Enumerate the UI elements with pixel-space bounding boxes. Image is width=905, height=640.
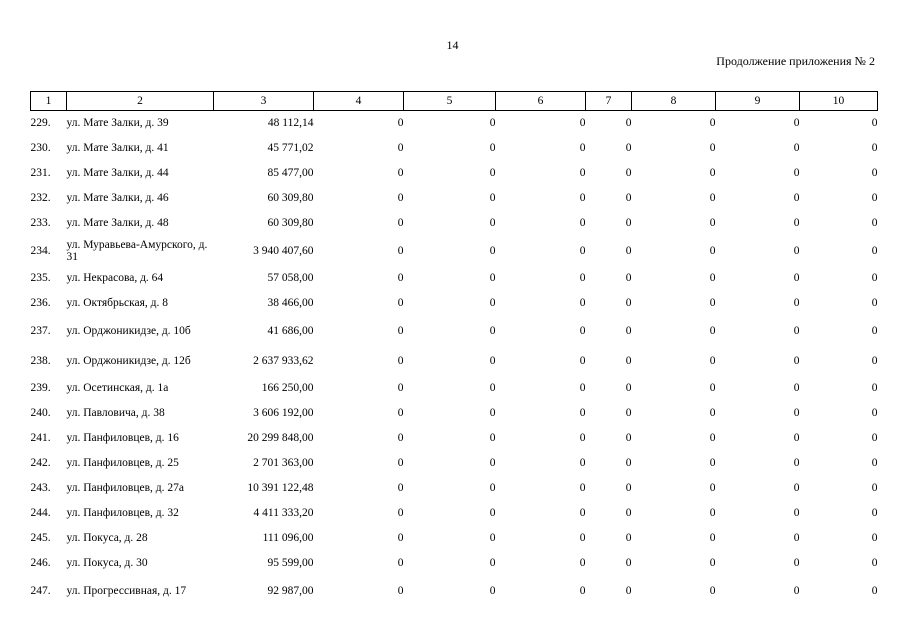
table-row bbox=[31, 551, 878, 576]
address-cell: ул. Осетинская, д. 1а bbox=[66, 382, 169, 394]
table-row bbox=[31, 211, 878, 236]
value-cell-col8: 0 bbox=[709, 507, 716, 519]
value-cell-col9: 0 bbox=[793, 117, 800, 130]
address-cell: ул. Мате Залки, д. 39 bbox=[66, 117, 169, 130]
page-number: 14 bbox=[446, 38, 459, 52]
amount-cell: 2 637 933,62 bbox=[253, 354, 314, 367]
value-cell-col8: 0 bbox=[709, 217, 716, 229]
value-cell-col10: 0 bbox=[871, 457, 878, 469]
amount-cell: 166 250,00 bbox=[261, 382, 314, 394]
column-header: 8 bbox=[632, 92, 716, 111]
address-cell: ул. Орджоникидзе, д. 12б bbox=[66, 354, 191, 367]
address-cell: ул. Панфиловцев, д. 25 bbox=[66, 457, 179, 469]
value-cell-col4: 0 bbox=[397, 272, 404, 284]
row-number: 245. bbox=[30, 532, 51, 544]
value-cell-col6: 0 bbox=[579, 244, 586, 257]
amount-cell: 111 096,00 bbox=[262, 532, 314, 544]
value-cell-col10: 0 bbox=[871, 117, 878, 130]
value-cell-col5: 0 bbox=[489, 192, 496, 204]
value-cell-col4: 0 bbox=[397, 432, 404, 444]
value-cell-col4: 0 bbox=[397, 192, 404, 204]
value-cell-col4: 0 bbox=[397, 382, 404, 394]
value-cell-col10: 0 bbox=[871, 297, 878, 309]
value-cell-col7: 0 bbox=[625, 272, 632, 284]
address-cell: ул. Муравьева-Амурского, д. 31 bbox=[66, 238, 208, 263]
value-cell-col8: 0 bbox=[709, 382, 716, 394]
value-cell-col5: 0 bbox=[489, 244, 496, 257]
row-number: 240. bbox=[30, 407, 51, 419]
value-cell-col7: 0 bbox=[625, 507, 632, 519]
value-cell-col7: 0 bbox=[625, 297, 632, 309]
value-cell-col5: 0 bbox=[489, 584, 496, 597]
value-cell-col5: 0 bbox=[489, 217, 496, 229]
value-cell-col6: 0 bbox=[579, 482, 586, 494]
value-cell-col8: 0 bbox=[709, 557, 716, 569]
address-cell: ул. Октябрьская, д. 8 bbox=[66, 297, 168, 309]
amount-cell: 41 686,00 bbox=[267, 324, 314, 337]
value-cell-col9: 0 bbox=[793, 217, 800, 229]
amount-cell: 85 477,00 bbox=[267, 167, 314, 179]
value-cell-col7: 0 bbox=[625, 192, 632, 204]
value-cell-col6: 0 bbox=[579, 432, 586, 444]
table-row bbox=[31, 111, 878, 136]
value-cell-col9: 0 bbox=[793, 584, 800, 597]
value-cell-col8: 0 bbox=[709, 167, 716, 179]
value-cell-col6: 0 bbox=[579, 217, 586, 229]
value-cell-col5: 0 bbox=[489, 432, 496, 444]
table-row bbox=[31, 376, 878, 401]
address-cell: ул. Мате Залки, д. 41 bbox=[66, 142, 169, 154]
row-number: 244. bbox=[30, 507, 51, 519]
column-header: 6 bbox=[496, 92, 586, 111]
address-cell: ул. Павловича, д. 38 bbox=[66, 407, 165, 419]
row-number: 239. bbox=[30, 382, 51, 394]
address-cell: ул. Панфиловцев, д. 32 bbox=[66, 507, 179, 519]
address-cell: ул. Покуса, д. 28 bbox=[66, 532, 148, 544]
value-cell-col9: 0 bbox=[793, 272, 800, 284]
value-cell-col8: 0 bbox=[709, 142, 716, 154]
value-cell-col10: 0 bbox=[871, 382, 878, 394]
value-cell-col10: 0 bbox=[871, 532, 878, 544]
value-cell-col6: 0 bbox=[579, 584, 586, 597]
value-cell-col4: 0 bbox=[397, 217, 404, 229]
row-number: 231. bbox=[30, 167, 51, 179]
value-cell-col10: 0 bbox=[871, 217, 878, 229]
row-number: 243. bbox=[30, 482, 51, 494]
table-row bbox=[31, 526, 878, 551]
value-cell-col9: 0 bbox=[793, 167, 800, 179]
value-cell-col5: 0 bbox=[489, 507, 496, 519]
value-cell-col4: 0 bbox=[397, 297, 404, 309]
amount-cell: 3 606 192,00 bbox=[253, 407, 314, 419]
value-cell-col10: 0 bbox=[871, 142, 878, 154]
amount-cell: 57 058,00 bbox=[267, 272, 314, 284]
value-cell-col7: 0 bbox=[625, 324, 632, 337]
value-cell-col6: 0 bbox=[579, 324, 586, 337]
value-cell-col7: 0 bbox=[625, 432, 632, 444]
value-cell-col7: 0 bbox=[625, 217, 632, 229]
row-number: 230. bbox=[30, 142, 51, 154]
value-cell-col7: 0 bbox=[625, 482, 632, 494]
value-cell-col7: 0 bbox=[625, 407, 632, 419]
value-cell-col4: 0 bbox=[397, 324, 404, 337]
value-cell-col4: 0 bbox=[397, 532, 404, 544]
row-number: 238. bbox=[30, 354, 51, 367]
value-cell-col4: 0 bbox=[397, 142, 404, 154]
value-cell-col4: 0 bbox=[397, 507, 404, 519]
address-cell: ул. Мате Залки, д. 44 bbox=[66, 167, 169, 179]
value-cell-col6: 0 bbox=[579, 382, 586, 394]
amount-cell: 45 771,02 bbox=[267, 142, 314, 154]
table-row bbox=[31, 236, 878, 266]
value-cell-col7: 0 bbox=[625, 244, 632, 257]
address-cell: ул. Орджоникидзе, д. 10б bbox=[66, 324, 191, 337]
address-cell: ул. Покуса, д. 30 bbox=[66, 557, 148, 569]
value-cell-col9: 0 bbox=[793, 507, 800, 519]
value-cell-col8: 0 bbox=[709, 324, 716, 337]
value-cell-col8: 0 bbox=[709, 117, 716, 130]
column-header: 7 bbox=[586, 92, 632, 111]
value-cell-col8: 0 bbox=[709, 297, 716, 309]
value-cell-col9: 0 bbox=[793, 407, 800, 419]
column-header: 1 bbox=[31, 92, 67, 111]
value-cell-col7: 0 bbox=[625, 167, 632, 179]
value-cell-col10: 0 bbox=[871, 507, 878, 519]
value-cell-col7: 0 bbox=[625, 457, 632, 469]
value-cell-col4: 0 bbox=[397, 557, 404, 569]
table-header-row bbox=[31, 92, 878, 111]
appendix-continuation-title: Продолжение приложения № 2 bbox=[716, 54, 875, 68]
value-cell-col7: 0 bbox=[625, 584, 632, 597]
value-cell-col8: 0 bbox=[709, 272, 716, 284]
address-cell: ул. Мате Залки, д. 48 bbox=[66, 217, 169, 229]
appendix-table bbox=[30, 91, 878, 606]
amount-cell: 60 309,80 bbox=[267, 217, 314, 229]
value-cell-col5: 0 bbox=[489, 407, 496, 419]
address-cell: ул. Прогрессивная, д. 17 bbox=[66, 584, 187, 597]
value-cell-col5: 0 bbox=[489, 297, 496, 309]
row-number: 247. bbox=[30, 584, 51, 597]
table-row bbox=[31, 266, 878, 291]
table-body bbox=[31, 111, 878, 606]
value-cell-col7: 0 bbox=[625, 532, 632, 544]
value-cell-col10: 0 bbox=[871, 584, 878, 597]
value-cell-col10: 0 bbox=[871, 354, 878, 367]
value-cell-col10: 0 bbox=[871, 324, 878, 337]
row-number: 229. bbox=[30, 117, 51, 130]
amount-cell: 48 112,14 bbox=[267, 117, 314, 130]
value-cell-col9: 0 bbox=[793, 192, 800, 204]
row-number: 236. bbox=[30, 297, 51, 309]
column-header: 2 bbox=[67, 92, 214, 111]
value-cell-col9: 0 bbox=[793, 457, 800, 469]
value-cell-col4: 0 bbox=[397, 167, 404, 179]
address-cell: ул. Некрасова, д. 64 bbox=[66, 272, 164, 284]
value-cell-col4: 0 bbox=[397, 407, 404, 419]
table-row bbox=[31, 291, 878, 316]
value-cell-col5: 0 bbox=[489, 354, 496, 367]
value-cell-col8: 0 bbox=[709, 584, 716, 597]
value-cell-col6: 0 bbox=[579, 354, 586, 367]
value-cell-col5: 0 bbox=[489, 324, 496, 337]
row-number: 233. bbox=[30, 217, 51, 229]
value-cell-col9: 0 bbox=[793, 297, 800, 309]
table-row bbox=[31, 136, 878, 161]
value-cell-col10: 0 bbox=[871, 272, 878, 284]
value-cell-col5: 0 bbox=[489, 532, 496, 544]
column-header: 5 bbox=[404, 92, 496, 111]
table-row bbox=[31, 426, 878, 451]
value-cell-col9: 0 bbox=[793, 324, 800, 337]
table-row bbox=[31, 451, 878, 476]
value-cell-col6: 0 bbox=[579, 407, 586, 419]
amount-cell: 95 599,00 bbox=[267, 557, 314, 569]
row-number: 235. bbox=[30, 272, 51, 284]
value-cell-col9: 0 bbox=[793, 354, 800, 367]
value-cell-col10: 0 bbox=[871, 407, 878, 419]
table-row bbox=[31, 346, 878, 376]
value-cell-col6: 0 bbox=[579, 142, 586, 154]
value-cell-col5: 0 bbox=[489, 117, 496, 130]
value-cell-col7: 0 bbox=[625, 557, 632, 569]
value-cell-col8: 0 bbox=[709, 192, 716, 204]
value-cell-col6: 0 bbox=[579, 557, 586, 569]
address-cell: ул. Панфиловцев, д. 27а bbox=[66, 482, 184, 494]
table-row bbox=[31, 186, 878, 211]
value-cell-col9: 0 bbox=[793, 432, 800, 444]
table-row bbox=[31, 161, 878, 186]
value-cell-col10: 0 bbox=[871, 432, 878, 444]
row-number: 246. bbox=[30, 557, 51, 569]
value-cell-col4: 0 bbox=[397, 117, 404, 130]
value-cell-col8: 0 bbox=[709, 532, 716, 544]
value-cell-col5: 0 bbox=[489, 272, 496, 284]
value-cell-col5: 0 bbox=[489, 382, 496, 394]
amount-cell: 3 940 407,60 bbox=[253, 244, 314, 257]
row-number: 234. bbox=[30, 244, 51, 257]
amount-cell: 38 466,00 bbox=[267, 297, 314, 309]
value-cell-col4: 0 bbox=[397, 457, 404, 469]
row-number: 241. bbox=[30, 432, 51, 444]
value-cell-col4: 0 bbox=[397, 244, 404, 257]
column-header: 3 bbox=[214, 92, 314, 111]
value-cell-col10: 0 bbox=[871, 167, 878, 179]
value-cell-col9: 0 bbox=[793, 557, 800, 569]
row-number: 237. bbox=[30, 324, 51, 337]
value-cell-col6: 0 bbox=[579, 532, 586, 544]
value-cell-col6: 0 bbox=[579, 192, 586, 204]
value-cell-col9: 0 bbox=[793, 142, 800, 154]
value-cell-col8: 0 bbox=[709, 244, 716, 257]
value-cell-col8: 0 bbox=[709, 407, 716, 419]
value-cell-col9: 0 bbox=[793, 244, 800, 257]
value-cell-col5: 0 bbox=[489, 557, 496, 569]
value-cell-col5: 0 bbox=[489, 142, 496, 154]
value-cell-col10: 0 bbox=[871, 557, 878, 569]
value-cell-col8: 0 bbox=[709, 354, 716, 367]
value-cell-col7: 0 bbox=[625, 117, 632, 130]
value-cell-col4: 0 bbox=[397, 482, 404, 494]
table-row bbox=[31, 316, 878, 346]
value-cell-col6: 0 bbox=[579, 167, 586, 179]
value-cell-col6: 0 bbox=[579, 272, 586, 284]
column-header: 10 bbox=[800, 92, 878, 111]
table-row bbox=[31, 501, 878, 526]
value-cell-col8: 0 bbox=[709, 432, 716, 444]
value-cell-col5: 0 bbox=[489, 167, 496, 179]
amount-cell: 60 309,80 bbox=[267, 192, 314, 204]
address-cell: ул. Панфиловцев, д. 16 bbox=[66, 432, 179, 444]
value-cell-col7: 0 bbox=[625, 354, 632, 367]
value-cell-col4: 0 bbox=[397, 354, 404, 367]
amount-cell: 10 391 122,48 bbox=[247, 482, 314, 494]
row-number: 232. bbox=[30, 192, 51, 204]
table-row bbox=[31, 401, 878, 426]
value-cell-col10: 0 bbox=[871, 192, 878, 204]
value-cell-col6: 0 bbox=[579, 297, 586, 309]
value-cell-col10: 0 bbox=[871, 482, 878, 494]
value-cell-col6: 0 bbox=[579, 117, 586, 130]
row-number: 242. bbox=[30, 457, 51, 469]
value-cell-col9: 0 bbox=[793, 532, 800, 544]
value-cell-col4: 0 bbox=[397, 584, 404, 597]
value-cell-col7: 0 bbox=[625, 142, 632, 154]
value-cell-col7: 0 bbox=[625, 382, 632, 394]
value-cell-col6: 0 bbox=[579, 457, 586, 469]
table-row bbox=[31, 476, 878, 501]
table-row bbox=[31, 576, 878, 606]
value-cell-col9: 0 bbox=[793, 382, 800, 394]
column-header: 9 bbox=[716, 92, 800, 111]
amount-cell: 2 701 363,00 bbox=[253, 457, 314, 469]
address-cell: ул. Мате Залки, д. 46 bbox=[66, 192, 169, 204]
amount-cell: 20 299 848,00 bbox=[247, 432, 314, 444]
amount-cell: 4 411 333,20 bbox=[253, 507, 314, 519]
value-cell-col6: 0 bbox=[579, 507, 586, 519]
value-cell-col8: 0 bbox=[709, 457, 716, 469]
value-cell-col8: 0 bbox=[709, 482, 716, 494]
column-header: 4 bbox=[314, 92, 404, 111]
value-cell-col9: 0 bbox=[793, 482, 800, 494]
value-cell-col5: 0 bbox=[489, 482, 496, 494]
value-cell-col5: 0 bbox=[489, 457, 496, 469]
value-cell-col10: 0 bbox=[871, 244, 878, 257]
amount-cell: 92 987,00 bbox=[267, 584, 314, 597]
